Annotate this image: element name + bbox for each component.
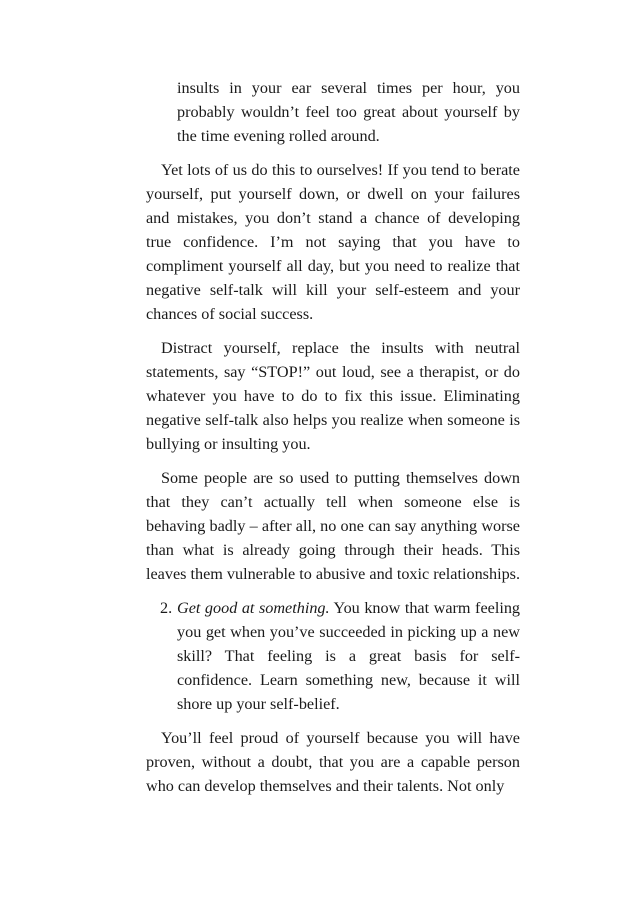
list-item-number: 2. xyxy=(160,599,173,617)
list-item-lead: Get good at something. xyxy=(177,599,330,617)
paragraph-feel-proud: You’ll feel proud of yourself because you will have proven, without a doubt, that you are a capable person who can develop themselves and their talents. Not only xyxy=(146,729,520,795)
paragraph-negative-self-talk: Yet lots of us do this to ourselves! If you tend to berate yourself, put yourself down, or dwell on your failures and mistakes, you don’t stand a chance of developing true confidence. I’m not saying that you have to compliment yourself all day, but you need to realize that negative self-talk will kill your self-esteem and your chances of social success. xyxy=(146,161,520,323)
list-item-body: You know that warm feeling you get when you’ve succeeded in picking up a new skill? That feeling is a great basis for self-confidence. Learn something new, because it will shore up your self-belief. xyxy=(177,599,521,713)
list-item-get-good xyxy=(160,596,521,716)
body-text xyxy=(146,76,520,808)
paragraph-distract-yourself: Distract yourself, replace the insults with neutral statements, say “STOP!” out loud, see a therapist, or do whatever you have to do to fix this issue. Eliminating negative self-talk also helps you realize when someone is bullying or insulting you. xyxy=(146,339,520,453)
continued-list-item-text: insults in your ear several times per hour, you probably wouldn’t feel too great about yourself by the time evening rolled around. xyxy=(177,79,520,145)
paragraph-putting-themselves-down: Some people are so used to putting themselves down that they can’t actually tell when someone else is behaving badly – after all, no one can say anything worse than what is already going through their heads. This leaves them vulnerable to abusive and toxic relationships. xyxy=(146,469,521,583)
